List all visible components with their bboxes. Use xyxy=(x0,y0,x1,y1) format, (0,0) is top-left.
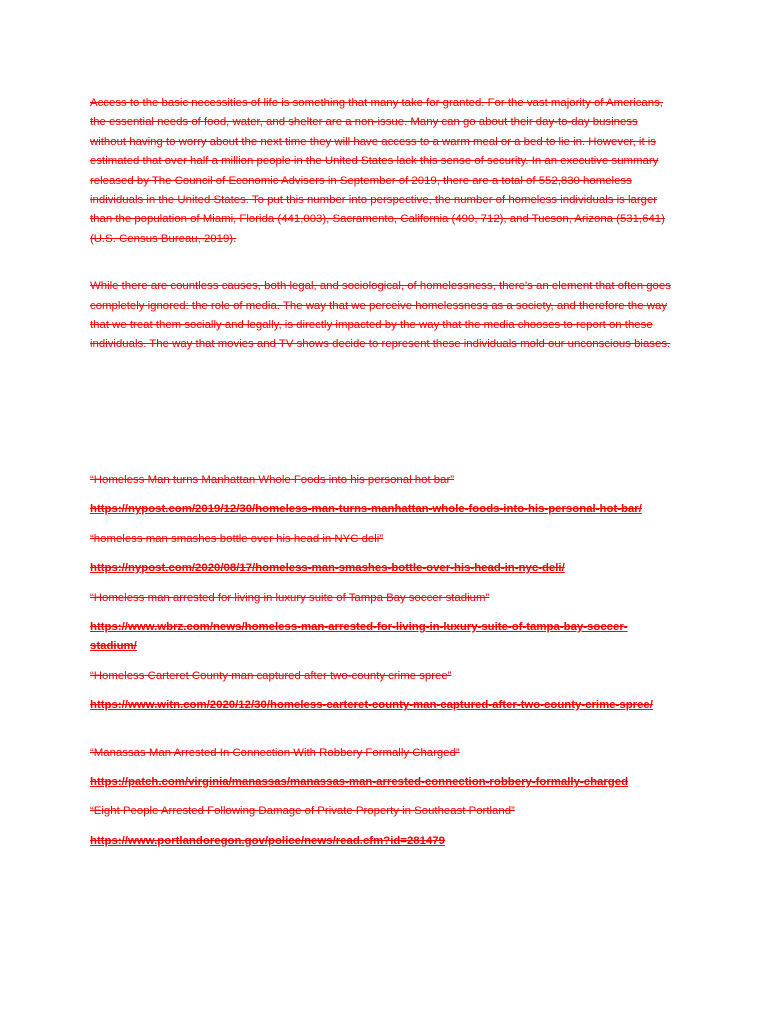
source-link[interactable]: https://www.portlandoregon.gov/police/news/read.cfm?id=281479 xyxy=(90,834,445,847)
source-link[interactable]: https://www.wbrz.com/news/homeless-man-arrested-for-living-in-luxury-suite-of-tampa-bay-soccer-stadium/ xyxy=(90,620,628,653)
document-body xyxy=(90,94,672,861)
source-title: “Homeless Carteret County man captured after two-county crime spree” xyxy=(90,669,452,682)
source-link[interactable]: https://nypost.com/2019/12/30/homeless-man-turns-manhattan-whole-foods-into-his-personal-hot-bar/ xyxy=(90,503,642,516)
source-link[interactable]: https://nypost.com/2020/08/17/homeless-man-smashes-bottle-over-his-head-in-nyc-deli/ xyxy=(90,562,565,575)
source-link[interactable]: https://patch.com/virginia/manassas/manassas-man-arrested-connection-robbery-formally-charged xyxy=(90,775,629,788)
source-title: “Manassas Man Arrested In Connection With Robbery Formally Charged” xyxy=(90,746,460,759)
paragraph-intro: Access to the basic necessities of life is something that many take for granted. For the vast majority of Americans, the essential needs of food, water, and shelter are a non-issue. Many can go about their day-to-day business without having to worry about the next time they will have access to a warm meal or a bed to lie in. However, it is estimated that over half a million people in the United States lack this sense of security. In an executive summary released by The Council of Economic Advisers in September of 2019, there are a total of 552,830 homeless individuals in the United States. To put this number into perspective, the number of homeless individuals is larger than the population of Miami, Florida (441,003), Sacramento, California (490, 712), and Tucson, Arizona (531,641) (U.S. Census Bureau, 2019). xyxy=(90,97,665,245)
source-link[interactable]: https://www.witn.com/2020/12/30/homeless-carteret-county-man-captured-after-two-county-crime-spree/ xyxy=(90,699,653,712)
paragraph-media: While there are countless causes, both legal, and sociological, of homelessness, there's an element that often goes completely ignored: the role of media. The way that we perceive homelessness as a society, and therefore the way that we treat them socially and legally, is directly impacted by the way that the media chooses to report on these individuals. The way that movies and TV shows decide to represent these individuals mold our unconscious biases. xyxy=(90,280,671,351)
source-title: “Homeless Man turns Manhattan Whole Foods into his personal hot bar” xyxy=(90,473,455,486)
source-title: “homeless man smashes bottle over his head in NYC deli” xyxy=(90,532,384,545)
source-list xyxy=(90,471,672,716)
source-title: “Eight People Arrested Following Damage of Private Property in Southeast Portland” xyxy=(90,805,515,818)
source-title: “Homeless man arrested for living in luxury suite of Tampa Bay soccer stadium” xyxy=(90,591,490,604)
source-list-2 xyxy=(90,744,672,852)
